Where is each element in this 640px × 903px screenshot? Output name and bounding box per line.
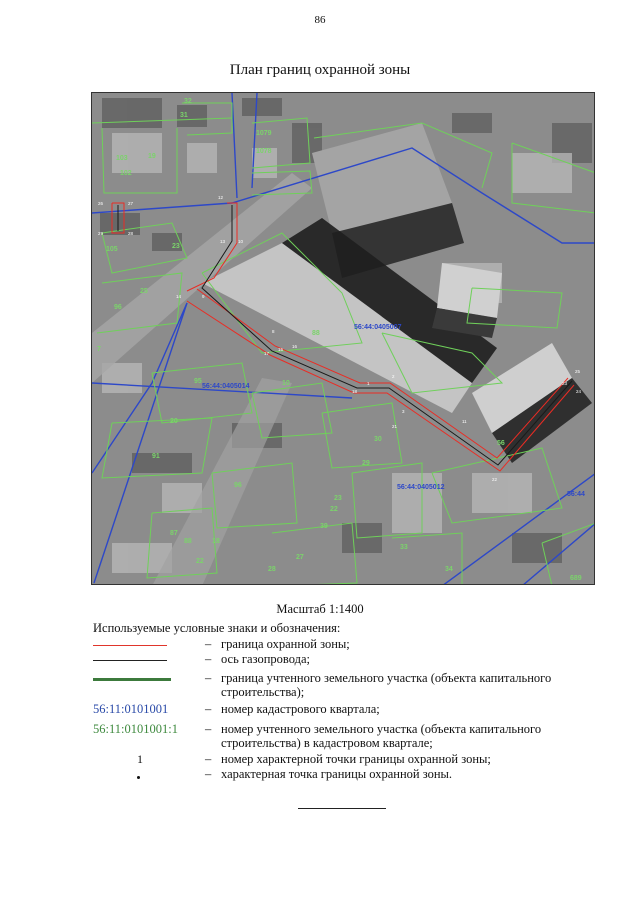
legend-description: номер учтенного земельного участка (объекта капитального строительства) в кадастровом квартале; xyxy=(221,722,542,750)
legend-description: ось газопровода; xyxy=(221,652,311,666)
quarter-label: 56:44:0405012 xyxy=(397,484,445,491)
parcel-label: 22 xyxy=(330,506,338,513)
svg-text:29: 29 xyxy=(98,231,104,236)
parcel-label: 32 xyxy=(184,98,192,105)
svg-text:3: 3 xyxy=(402,409,405,414)
parcel-label: 87 xyxy=(170,530,178,537)
parcel-label: 39 xyxy=(320,523,328,530)
parcel-label: 22 xyxy=(196,558,204,565)
parcel-number-sample: 56:11:0101001:1 xyxy=(93,722,178,736)
parcel-label: 95 xyxy=(194,378,202,385)
svg-text:23: 23 xyxy=(562,381,568,386)
parcel-label: 28 xyxy=(268,566,276,573)
parcel-label: 91 xyxy=(152,453,160,460)
quarter-number-sample: 56:11:0101001 xyxy=(93,702,169,716)
svg-text:8: 8 xyxy=(272,329,275,334)
parcel-label: 23 xyxy=(172,243,180,250)
page-title: План границ охранной зоны xyxy=(229,62,411,78)
svg-text:25: 25 xyxy=(575,369,581,374)
svg-text:12: 12 xyxy=(218,195,224,200)
parcel-label: 29 xyxy=(362,460,370,467)
quarter-label: 56:44:0405007 xyxy=(354,324,402,331)
legend-description: номер характерной точки границы охранной зоны; xyxy=(221,752,491,766)
parcel-label: 30 xyxy=(374,436,382,443)
parcel-label: 25 xyxy=(140,288,148,295)
point-number-sample: 1 xyxy=(137,752,143,766)
svg-text:14: 14 xyxy=(176,294,182,299)
page-number: 86 xyxy=(314,14,326,26)
svg-text:13: 13 xyxy=(220,239,226,244)
legend-description: характерная точка границы охранной зоны. xyxy=(221,767,453,781)
parcel-label: 7 xyxy=(97,346,101,353)
parcel-label: 103 xyxy=(116,155,128,162)
parcel-label: 23 xyxy=(334,495,342,502)
parcel-label: 33 xyxy=(400,544,408,551)
protection-zone-map xyxy=(91,92,595,585)
parcel-label: 1079 xyxy=(256,130,272,137)
red-line-symbol xyxy=(93,637,198,651)
svg-text:16: 16 xyxy=(292,344,298,349)
svg-text:27: 27 xyxy=(128,201,134,206)
svg-text:22: 22 xyxy=(492,477,498,482)
parcel-label: 19 xyxy=(148,153,156,160)
svg-text:26: 26 xyxy=(98,201,104,206)
parcel-label: 10 xyxy=(282,380,290,387)
svg-text:28: 28 xyxy=(128,231,134,236)
svg-text:15: 15 xyxy=(278,347,284,352)
parcel-label: 689 xyxy=(570,575,582,582)
parcel-label: 105 xyxy=(106,246,118,253)
legend-description: граница охранной зоны; xyxy=(221,637,350,651)
svg-text:18: 18 xyxy=(352,389,358,394)
svg-text:10: 10 xyxy=(238,239,244,244)
signature-line xyxy=(298,808,386,809)
quarter-label: 56:44 xyxy=(567,491,585,498)
svg-text:11: 11 xyxy=(462,419,467,424)
legend-description: граница учтенного земельного участка (объекта капитального строительства); xyxy=(221,671,552,699)
parcel-label: 34 xyxy=(445,566,453,573)
parcel-label: 1078 xyxy=(256,148,272,155)
green-line-symbol xyxy=(93,671,198,685)
parcel-label: 88 xyxy=(184,538,192,545)
parcel-label: 96 xyxy=(114,304,122,311)
svg-text:17: 17 xyxy=(264,351,270,356)
parcel-label: 18 xyxy=(212,538,220,545)
svg-text:24: 24 xyxy=(576,389,582,394)
legend-description: номер кадастрового квартала; xyxy=(221,702,380,716)
svg-text:1: 1 xyxy=(367,381,370,386)
map-scale: Масштаб 1:1400 xyxy=(276,602,364,616)
parcel-label: 102 xyxy=(120,170,132,177)
parcel-label: 20 xyxy=(170,418,178,425)
parcel-label: 56 xyxy=(497,440,505,447)
black-line-symbol xyxy=(93,652,198,666)
parcel-label: 96 xyxy=(234,482,242,489)
parcel-label: 31 xyxy=(180,112,188,119)
legend-heading: Используемые условные знаки и обозначения: xyxy=(93,621,341,635)
svg-text:21: 21 xyxy=(392,424,398,429)
svg-text:2: 2 xyxy=(392,374,395,379)
svg-text:9: 9 xyxy=(202,294,205,299)
quarter-label: 56:44:0405014 xyxy=(202,383,250,390)
parcel-label: 88 xyxy=(312,330,320,337)
parcel-label: 27 xyxy=(296,554,304,561)
point-dot-symbol xyxy=(137,776,140,779)
